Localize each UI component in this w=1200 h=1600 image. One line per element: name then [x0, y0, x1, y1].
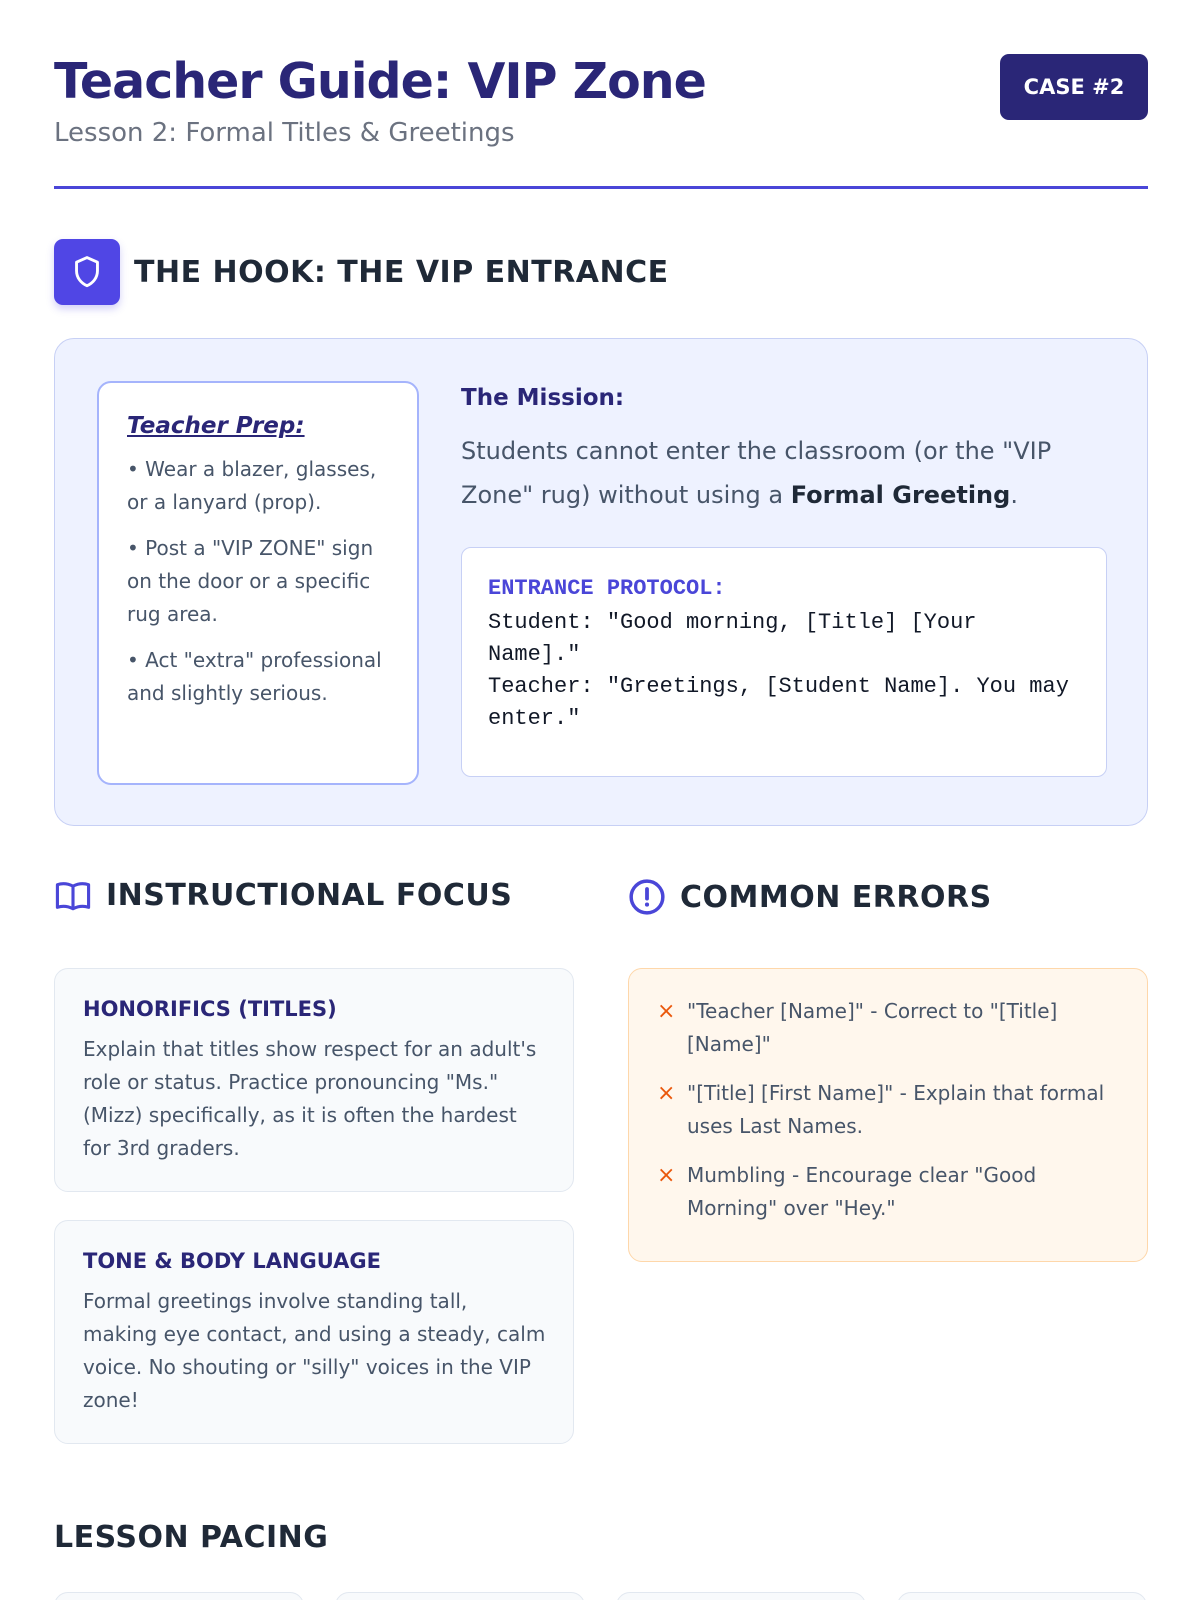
protocol-teacher-line: Teacher: "Greetings, [Student Name]. You may enter."	[488, 674, 1069, 731]
error-x-icon: ×	[657, 999, 676, 1024]
focus-card-text: Formal greetings involve standing tall, making eye contact, and using a steady, calm voice. No shouting or "silly" voices in the VIP zone!	[83, 1289, 546, 1412]
teacher-prep-card	[97, 381, 419, 785]
mission-column	[461, 381, 1107, 517]
error-x-icon: ×	[657, 1163, 676, 1188]
header-divider	[54, 186, 1148, 189]
hook-panel	[54, 338, 1148, 826]
mission-text-end: .	[1010, 481, 1018, 509]
focus-heading: INSTRUCTIONAL FOCUS	[106, 878, 513, 913]
page-subtitle: Lesson 2: Formal Titles & Greetings	[54, 118, 515, 148]
pacing-card	[54, 1592, 304, 1600]
focus-card-title: TONE & BODY LANGUAGE	[83, 1249, 381, 1273]
pacing-cards-row	[54, 1592, 1148, 1600]
teacher-prep-title: Teacher Prep:	[127, 413, 305, 439]
focus-card-honorifics	[54, 968, 574, 1192]
mission-text-start: Students cannot enter the classroom (or the "VIP Zone" rug) without using a	[461, 437, 1052, 509]
prep-item: • Act "extra" professional and slightly serious.	[127, 648, 382, 705]
error-item	[657, 1077, 1123, 1143]
hook-section-heading	[54, 239, 669, 305]
lesson-pacing-heading: LESSON PACING	[54, 1520, 329, 1555]
prep-item: • Wear a blazer, glasses, or a lanyard (prop).	[127, 457, 377, 514]
focus-heading-row	[54, 878, 512, 913]
error-text: "Teacher [Name]" - Correct to "[Title] [Name]"	[687, 999, 1058, 1056]
hook-heading: THE HOOK: THE VIP ENTRANCE	[134, 254, 669, 290]
pacing-card	[616, 1592, 866, 1600]
protocol-student-line: Student: "Good morning, [Title] [Your Name]."	[488, 610, 977, 667]
case-badge: CASE #2	[1000, 54, 1148, 120]
mission-text-bold: Formal Greeting	[790, 481, 1011, 509]
book-icon	[54, 879, 92, 913]
errors-heading-row	[628, 878, 992, 916]
page-header	[54, 52, 1148, 190]
error-text: "[Title] [First Name]" - Explain that formal uses Last Names.	[687, 1081, 1105, 1138]
error-x-icon: ×	[657, 1081, 676, 1106]
alert-circle-icon	[628, 878, 666, 916]
focus-card-tone	[54, 1220, 574, 1444]
hook-icon-box	[54, 239, 120, 305]
error-item	[657, 1159, 1123, 1225]
mission-text	[461, 429, 1107, 517]
protocol-title: ENTRANCE PROTOCOL:	[488, 576, 726, 601]
pacing-card	[335, 1592, 585, 1600]
entrance-protocol-box	[461, 547, 1107, 777]
common-errors-card	[628, 968, 1148, 1262]
shield-icon	[71, 255, 103, 289]
mission-title: The Mission:	[461, 385, 625, 411]
pacing-card	[897, 1592, 1147, 1600]
focus-card-text: Explain that titles show respect for an adult's role or status. Practice pronouncing "Ms." (Mizz) specifically, as it is often the hardest for 3rd graders.	[83, 1037, 537, 1160]
prep-item: • Post a "VIP ZONE" sign on the door or a specific rug area.	[127, 536, 374, 626]
error-text: Mumbling - Encourage clear "Good Morning" over "Hey."	[687, 1163, 1037, 1220]
focus-card-title: HONORIFICS (TITLES)	[83, 997, 337, 1021]
teacher-guide-page	[54, 0, 1148, 1600]
page-title: Teacher Guide: VIP Zone	[54, 53, 706, 110]
error-item	[657, 995, 1123, 1061]
errors-heading: COMMON ERRORS	[680, 879, 992, 915]
